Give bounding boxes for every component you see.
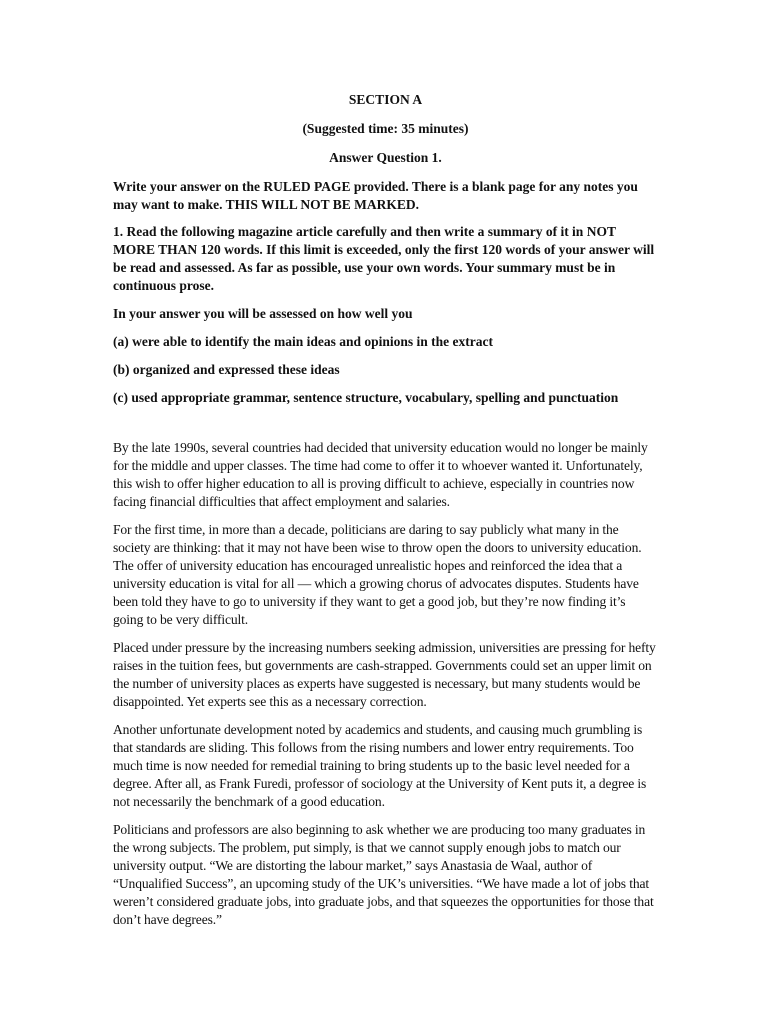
answer-question-heading: Answer Question 1.	[329, 150, 442, 165]
article-paragraph-1: By the late 1990s, several countries had decided that university education would no longer be mainly for the middle and upper classes. The time had come to offer it to whoever wanted it. Unfortunately, this wish to offer higher education to all is proving difficult to achieve, especially in countries now facing financial difficulties that affect employment and salaries.	[113, 440, 648, 509]
article-paragraph-5: Politicians and professors are also beginning to ask whether we are producing too many graduates in the wrong subjects. The problem, put simply, is that we cannot supply enough jobs to match our university output. “We are distorting the labour market,” says Anastasia de Waal, author of “Unqualified Success”, an upcoming study of the UK’s universities. “We have made a lot of jobs that weren’t considered graduate jobs, into graduate jobs, and that squeezes the opportunities for those that don’t have degrees.”	[113, 822, 654, 927]
suggested-time: (Suggested time: 35 minutes)	[302, 121, 469, 136]
magazine-article	[113, 439, 658, 929]
section-heading: SECTION A	[348, 92, 423, 107]
criterion-c: (c) used appropriate grammar, sentence structure, vocabulary, spelling and punctuation	[113, 390, 619, 405]
task-instruction: 1. Read the following magazine article carefully and then write a summary of it in NOT MORE THAN 120 words. If this limit is exceeded, only the first 120 words of your answer will be read and assessed. As far as possible, use your own words. Your summary must be in continuous prose.	[113, 224, 655, 293]
criterion-a: (a) were able to identify the main ideas and opinions in the extract	[113, 334, 493, 349]
exam-page	[113, 92, 658, 939]
article-paragraph-3: Placed under pressure by the increasing numbers seeking admission, universities are pressing for hefty raises in the tuition fees, but governments are cash-strapped. Governments could set an upper limit on the number of university places as experts have suggested is necessary, but many students would be disappointed. Yet experts see this as a necessary correction.	[113, 640, 656, 709]
ruled-page-instruction: Write your answer on the RULED PAGE provided. There is a blank page for any notes you may want to make. THIS WILL NOT BE MARKED.	[113, 179, 638, 212]
criterion-b: (b) organized and expressed these ideas	[113, 362, 340, 377]
article-paragraph-4: Another unfortunate development noted by academics and students, and causing much grumbling is that standards are sliding. This follows from the rising numbers and lower entry requirements. Too much time is now needed for remedial training to bring students up to the basic level needed for a degree. After all, as Frank Furedi, professor of sociology at the University of Kent puts it, a degree is not necessarily the benchmark of a good education.	[113, 722, 647, 809]
article-paragraph-2: For the first time, in more than a decade, politicians are daring to say publicly what many in the society are thinking: that it may not have been wise to throw open the doors to university education. The offer of university education has encouraged unrealistic hopes and reinforced the idea that a university education is vital for all — which a growing chorus of advocates disputes. Students have been told they have to go to university if they want to get a good job, but they’re now finding it’s going to be very difficult.	[113, 522, 642, 627]
assessment-intro: In your answer you will be assessed on how well you	[113, 306, 413, 321]
